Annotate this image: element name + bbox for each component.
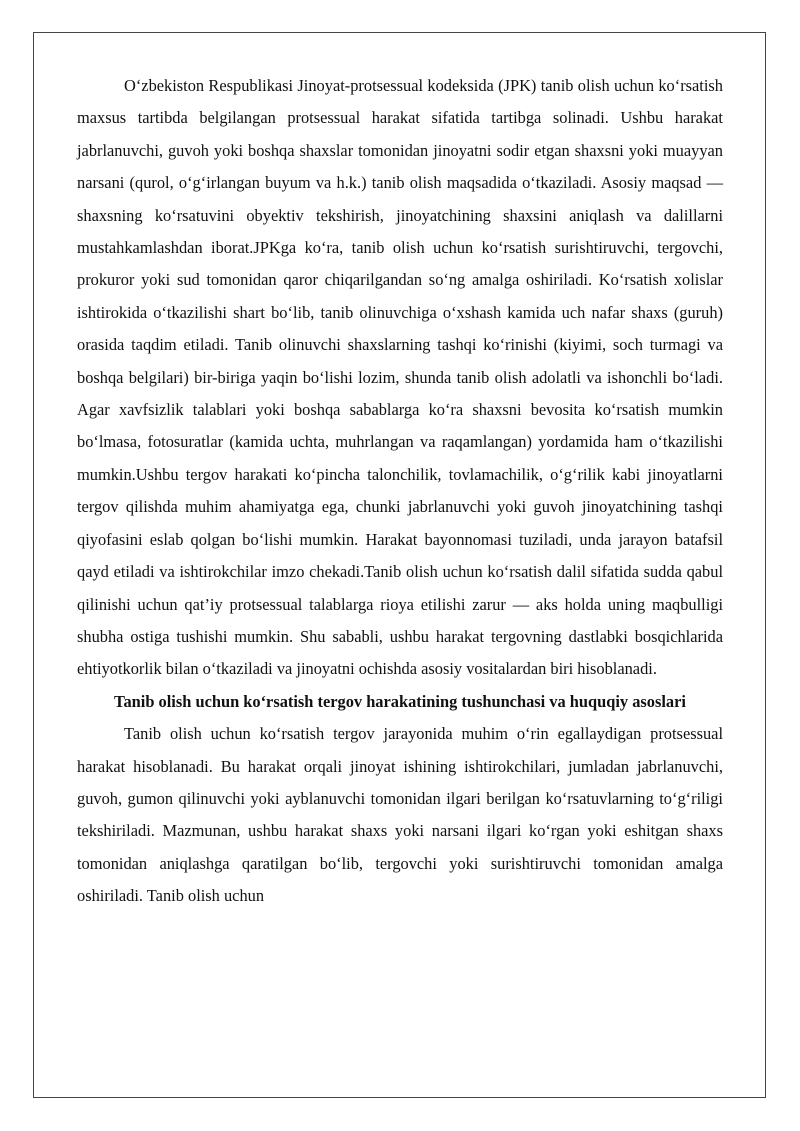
section-heading: Tanib olish uchun ko‘rsatish tergov harakatining tushunchasi va huquqiy asoslari	[114, 691, 686, 711]
body-paragraph-section: Tanib olish uchun ko‘rsatish tergov jarayonida muhim o‘rin egallaydigan protsessual harakat hisoblanadi. Bu harakat orqali jinoyat ishining ishtirokchilari, jumladan jabrlanuvchi, guvoh, gumon qilinuvchi yoki ayblanuvchi tomonidan ilgari berilgan ko‘rsatuvlarning to‘g‘riligi tekshiriladi. Mazmunan, ushbu harakat shaxs yoki narsani ilgari ko‘rgan yoki eshitgan shaxs tomonidan aniqlashga qaratilgan bo‘lib, tergovchi yoki surishtiruvchi tomonidan amalga oshiriladi. Tanib olish uchun	[77, 724, 723, 906]
document-body	[77, 70, 723, 913]
body-paragraph-intro: O‘zbekiston Respublikasi Jinoyat-protsessual kodeksida (JPK) tanib olish uchun ko‘rsatish maxsus tartibda belgilangan protsessual harakat sifatida tartibga solinadi. Ushbu harakat jabrlanuvchi, guvoh yoki boshqa shaxslar tomonidan jinoyatni sodir etgan shaxsni yoki muayyan narsani (qurol, o‘g‘irlangan buyum va h.k.) tanib olish maqsadida o‘tkaziladi. Asosiy maqsad — shaxsning ko‘rsatuvini obyektiv tekshirish, jinoyatchining shaxsini aniqlash va dalillarni mustahkamlashdan iborat.JPKga ko‘ra, tanib olish uchun ko‘rsatish surishtiruvchi, tergovchi, prokuror yoki sud tomonidan qaror chiqarilgandan so‘ng amalga oshiriladi. Ko‘rsatish xolislar ishtirokida o‘tkazilishi shart bo‘lib, tanib olinuvchiga o‘xshash kamida uch nafar shaxs (guruh) orasida taqdim etiladi. Tanib olinuvchi shaxslarning tashqi ko‘rinishi (kiyimi, soch turmagi va boshqa belgilari) bir-biriga yaqin bo‘lishi lozim, shunda tanib olish adolatli va ishonchli bo‘ladi. Agar xavfsizlik talablari yoki boshqa sabablarga ko‘ra shaxsni bevosita ko‘rsatish mumkin bo‘lmasa, fotosuratlar (kamida uchta, muhrlangan va raqamlangan) yordamida ham o‘tkazilishi mumkin.Ushbu tergov harakati ko‘pincha talonchilik, tovlamachilik, o‘g‘rilik kabi jinoyatlarni tergov qilishda muhim ahamiyatga ega, chunki jabrlanuvchi yoki guvoh jinoyatchining tashqi qiyofasini eslab qolgan bo‘lishi mumkin. Harakat bayonnomasi tuziladi, unda jarayon batafsil qayd etiladi va ishtirokchilar imzo chekadi.Tanib olish uchun ko‘rsatish dalil sifatida sudda qabul qilinishi uchun qat’iy protsessual talablarga rioya etilishi zarur — aks holda uning maqbulligi shubha ostiga tushishi mumkin. Shu sababli, ushbu harakat tergovning dastlabki bosqichlarida ehtiyotkorlik bilan o‘tkaziladi va jinoyatni ochishda asosiy vositalardan biri hisoblanadi.	[77, 76, 723, 679]
